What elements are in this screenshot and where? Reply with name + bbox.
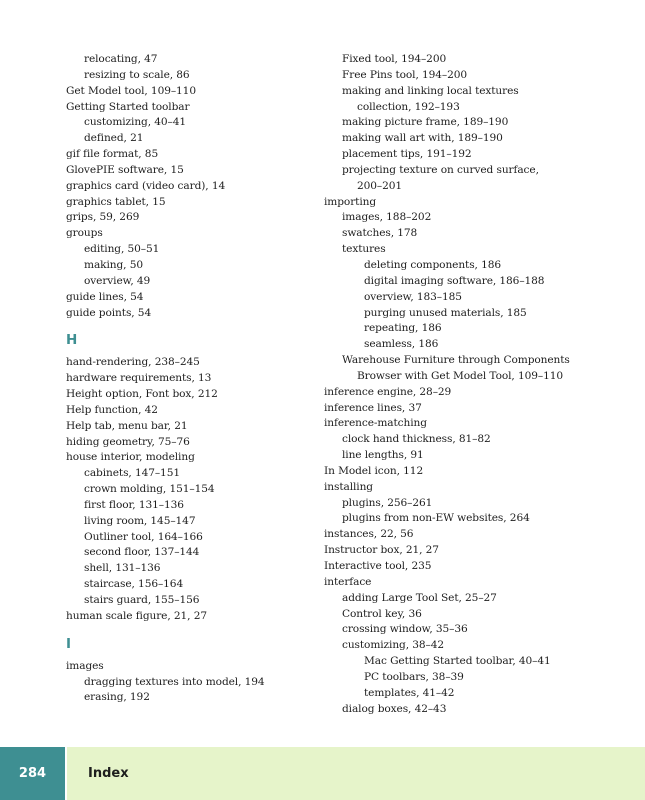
index-subentry: projecting texture on curved surface, bbox=[342, 163, 539, 176]
index-entry: graphics card (video card), 14 bbox=[66, 179, 226, 192]
index-entry: GlovePIE software, 15 bbox=[66, 163, 184, 176]
running-footer-title: Index bbox=[88, 766, 129, 781]
index-subentry: crossing window, 35–36 bbox=[342, 623, 468, 636]
index-subentry: making, 50 bbox=[84, 258, 143, 271]
index-entry: graphics tablet, 15 bbox=[66, 195, 166, 208]
index-subentry: erasing, 192 bbox=[84, 691, 150, 704]
index-subentry: digital imaging software, 186–188 bbox=[364, 274, 545, 287]
index-entry: Interactive tool, 235 bbox=[324, 560, 432, 572]
index-entry: gif file format, 85 bbox=[66, 148, 159, 161]
index-subentry: second floor, 137–144 bbox=[84, 546, 200, 559]
index-subentry: 200–201 bbox=[357, 179, 403, 192]
index-subentry: deleting components, 186 bbox=[364, 258, 502, 271]
index-subentry: Outliner tool, 164–166 bbox=[84, 530, 203, 543]
index-subentry: Control key, 36 bbox=[342, 607, 422, 620]
index-subentry: relocating, 47 bbox=[84, 53, 158, 65]
index-entry: Instructor box, 21, 27 bbox=[324, 544, 439, 557]
index-entry: Help tab, menu bar, 21 bbox=[66, 419, 188, 432]
page-footer bbox=[0, 747, 645, 800]
index-subentry: living room, 145–147 bbox=[84, 514, 196, 527]
index-entry: inference lines, 37 bbox=[324, 401, 422, 414]
index-subentry: crown molding, 151–154 bbox=[84, 483, 215, 496]
index-entry: installing bbox=[324, 480, 373, 493]
index-subentry: making wall art with, 189–190 bbox=[342, 132, 503, 145]
section-heading: I bbox=[66, 635, 72, 652]
index-entry: interface bbox=[324, 575, 372, 588]
index-entry: hand-rendering, 238–245 bbox=[66, 356, 200, 369]
index-subentry: resizing to scale, 86 bbox=[84, 68, 190, 81]
index-subentry: shell, 131–136 bbox=[84, 562, 161, 575]
index-entry: In Model icon, 112 bbox=[324, 464, 424, 477]
index-subentry: Warehouse Furniture through Components bbox=[342, 354, 570, 367]
index-subentry: purging unused materials, 185 bbox=[364, 306, 527, 319]
index-subentry: cabinets, 147–151 bbox=[84, 467, 180, 480]
index-column-left bbox=[66, 52, 311, 706]
index-entry: Getting Started toolbar bbox=[66, 100, 190, 113]
index-entry: hardware requirements, 13 bbox=[66, 372, 212, 385]
index-subentry: clock hand thickness, 81–82 bbox=[342, 433, 491, 446]
index-entry: groups bbox=[66, 227, 103, 240]
index-entry: Height option, Font box, 212 bbox=[66, 388, 218, 401]
index-entry: importing bbox=[324, 195, 377, 208]
index-subentry: customizing, 38–42 bbox=[342, 639, 445, 652]
index-subentry: swatches, 178 bbox=[342, 227, 418, 240]
index-subentry: making picture frame, 189–190 bbox=[342, 116, 509, 129]
index-subentry: defined, 21 bbox=[84, 132, 144, 145]
index-entry: grips, 59, 269 bbox=[66, 211, 140, 224]
section-heading: H bbox=[66, 332, 78, 349]
index-subentry: Mac Getting Started toolbar, 40–41 bbox=[364, 655, 551, 668]
index-subentry: first floor, 131–136 bbox=[84, 498, 184, 511]
index-entry: instances, 22, 56 bbox=[324, 528, 414, 541]
index-entry: inference engine, 28–29 bbox=[324, 385, 452, 398]
index-entry: Help function, 42 bbox=[66, 403, 158, 416]
index-subentry: PC toolbars, 38–39 bbox=[364, 670, 464, 683]
index-subentry: images, 188–202 bbox=[342, 211, 432, 224]
index-subentry: Fixed tool, 194–200 bbox=[342, 53, 447, 65]
index-entry: hiding geometry, 75–76 bbox=[66, 435, 190, 448]
index-subentry: dialog boxes, 42–43 bbox=[342, 702, 447, 715]
index-subentry: Browser with Get Model Tool, 109–110 bbox=[357, 369, 563, 382]
index-subentry: stairs guard, 155–156 bbox=[84, 594, 200, 606]
index-entry: Get Model tool, 109–110 bbox=[66, 84, 196, 97]
index-subentry: collection, 192–193 bbox=[357, 100, 460, 113]
index-subentry: overview, 49 bbox=[84, 274, 151, 287]
index-subentry: Free Pins tool, 194–200 bbox=[342, 68, 468, 81]
index-entry: images bbox=[66, 659, 104, 672]
index-subentry: adding Large Tool Set, 25–27 bbox=[342, 591, 497, 604]
index-column-right bbox=[324, 52, 624, 717]
index-subentry: overview, 183–185 bbox=[364, 290, 462, 303]
index-subentry: making and linking local textures bbox=[342, 84, 519, 97]
index-entry: house interior, modeling bbox=[66, 451, 195, 464]
footer-band bbox=[67, 747, 645, 800]
index-subentry: placement tips, 191–192 bbox=[342, 148, 472, 161]
index-subentry: seamless, 186 bbox=[364, 338, 439, 351]
index-subentry: plugins, 256–261 bbox=[342, 496, 433, 509]
index-subentry: editing, 50–51 bbox=[84, 243, 160, 256]
index-entry: guide lines, 54 bbox=[66, 290, 144, 303]
index-subentry: templates, 41–42 bbox=[364, 686, 455, 699]
page-number: 284 bbox=[0, 747, 65, 800]
index-subentry: staircase, 156–164 bbox=[84, 578, 184, 591]
index-subentry: repeating, 186 bbox=[364, 322, 442, 335]
index-entry: human scale figure, 21, 27 bbox=[66, 609, 207, 622]
index-subentry: textures bbox=[342, 243, 386, 256]
index-entry: guide points, 54 bbox=[66, 306, 152, 319]
index-subentry: plugins from non-EW websites, 264 bbox=[342, 512, 530, 525]
index-subentry: dragging textures into model, 194 bbox=[84, 675, 265, 688]
index-entry: inference-matching bbox=[324, 417, 427, 430]
index-subentry: customizing, 40–41 bbox=[84, 116, 187, 129]
index-subentry: line lengths, 91 bbox=[342, 449, 424, 462]
